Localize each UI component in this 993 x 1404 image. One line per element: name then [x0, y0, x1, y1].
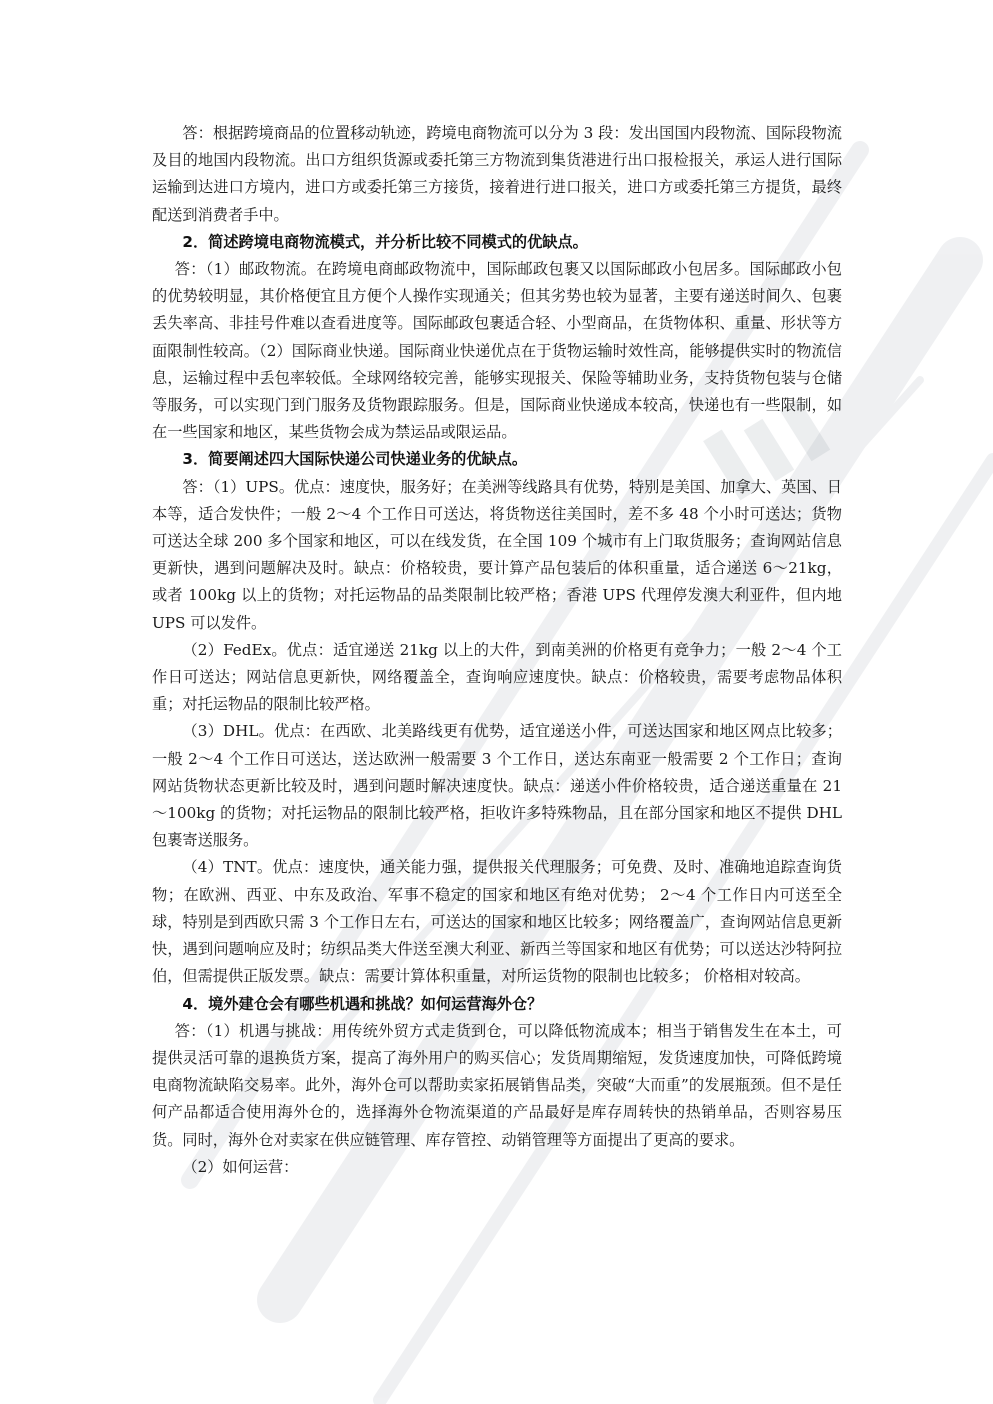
section-heading: 3．简要阐述四大国际快递公司快递业务的优缺点。: [182, 450, 528, 469]
body-paragraph: 答：根据跨境商品的位置移动轨迹，跨境电商物流可以分为 3 段：发出国国内段物流、国际段物流及目的地国内段物流。出口方组织货源或委托第三方物流到集货港进行出口报检报关，承运人进行国际运输到达进口方境内，进口方或委托第三方接货，接着进行进口报关，进口方或委托第三方提货，最终配送到消费者手中。: [152, 124, 842, 224]
body-paragraph: （4）TNT。优点：速度快，通关能力强，提供报关代理服务；可免费、及时、准确地追踪查询货物；在欧洲、西亚、中东及政治、军事不稳定的国家和地区有绝对优势； 2～4 个工作日内可送至全球，特别是到西欧只需 3 个工作日左右，可送达的国家和地区比较多；网络覆盖广，查询网站信息更新快，遇到问题响应及时；纺织品类大件送至澳大利亚、新西兰等国家和地区有优势；可以送达沙特阿拉伯，但需提供正版发票。缺点：需要计算体积重量，对所运货物的限制也比较多； 价格相对较高。: [152, 858, 842, 986]
body-paragraph: （2）FedEx。优点：适宜递送 21kg 以上的大件，到南美洲的价格更有竞争力；一般 2～4 个工作日可送达；网站信息更新快，网络覆盖全，查询响应速度快。缺点：价格较贵，需要考虑物品体积重；对托运物品的限制比较严格。: [152, 640, 842, 714]
body-paragraph: （3）DHL。优点：在西欧、北美路线更有优势，适宜递送小件，可送达国家和地区网点比较多；一般 2～4 个工作日可送达，送达欧洲一般需要 3 个工作日，送达东南亚一般需要 2 个工作日；查询网站货物状态更新比较及时，遇到问题时解决速度快。缺点：递送小件价格较贵，适合递送重量在 21～100kg 的货物；对托运物品的限制比较严格，拒收许多特殊物品，且在部分国家和地区不提供 DHL 包裹寄送服务。: [152, 722, 842, 850]
body-paragraph: 答：（1）UPS。优点：速度快，服务好；在美洲等线路具有优势，特别是美国、加拿大、英国、日本等，适合发快件；一般 2～4 个工作日可送达，将货物送往美国时，差不多 48 个小时可送达；货物可送达全球 200 多个国家和地区，可以在线发货，在全国 109 个城市有上门取货服务；查询网站信息更新快，遇到问题解决及时。缺点：价格较贵，要计算产品包装后的体积重量，适合递送 6～21kg，或者 100kg 以上的货物；对托运物品的品类限制比较严格；香港 UPS 代理停发澳大利亚件，但内地 UPS 可以发件。: [152, 477, 842, 632]
section-heading: 4．境外建仓会有哪些机遇和挑战？如何运营海外仓？: [182, 994, 543, 1013]
body-paragraph: 答：（1）机遇与挑战：用传统外贸方式走货到仓，可以降低物流成本；相当于销售发生在本土，可提供灵活可靠的退换货方案，提高了海外用户的购买信心；发货周期缩短，发货速度加快，可降低跨境电商物流缺陷交易率。此外，海外仓可以帮助卖家拓展销售品类，突破“大而重”的发展瓶颈。但不是任何产品都适合使用海外仓的，选择海外仓物流渠道的产品最好是库存周转快的热销单品，否则容易压货。同时，海外仓对卖家在供应链管理、库存管控、动销管理等方面提出了更高的要求。: [152, 1021, 842, 1149]
body-paragraph: 答：（1）邮政物流。在跨境电商邮政物流中，国际邮政包裹又以国际邮政小包居多。国际邮政小包的优势较明显，其价格便宜且方便个人操作实现通关；但其劣势也较为显著，主要有递送时间久、包裹丢失率高、非挂号件难以查看进度等。国际邮政包裹适合轻、小型商品，在货物体积、重量、形状等方面限制性较高。（2）国际商业快递。国际商业快递优点在于货物运输时效性高，能够提供实时的物流信息，运输过程中丢包率较低。全球网络较完善，能够实现报关、保险等辅助业务，支持货物包装与仓储等服务，可以实现门到门服务及货物跟踪服务。但是，国际商业快递成本较高，快递也有一些限制，如在一些国家和地区，某些货物会成为禁运品或限运品。: [152, 260, 842, 442]
body-paragraph: （2）如何运营：: [182, 1157, 299, 1176]
section-heading: 2．简述跨境电商物流模式，并分析比较不同模式的优缺点。: [182, 232, 588, 251]
document-body: [152, 120, 842, 1181]
